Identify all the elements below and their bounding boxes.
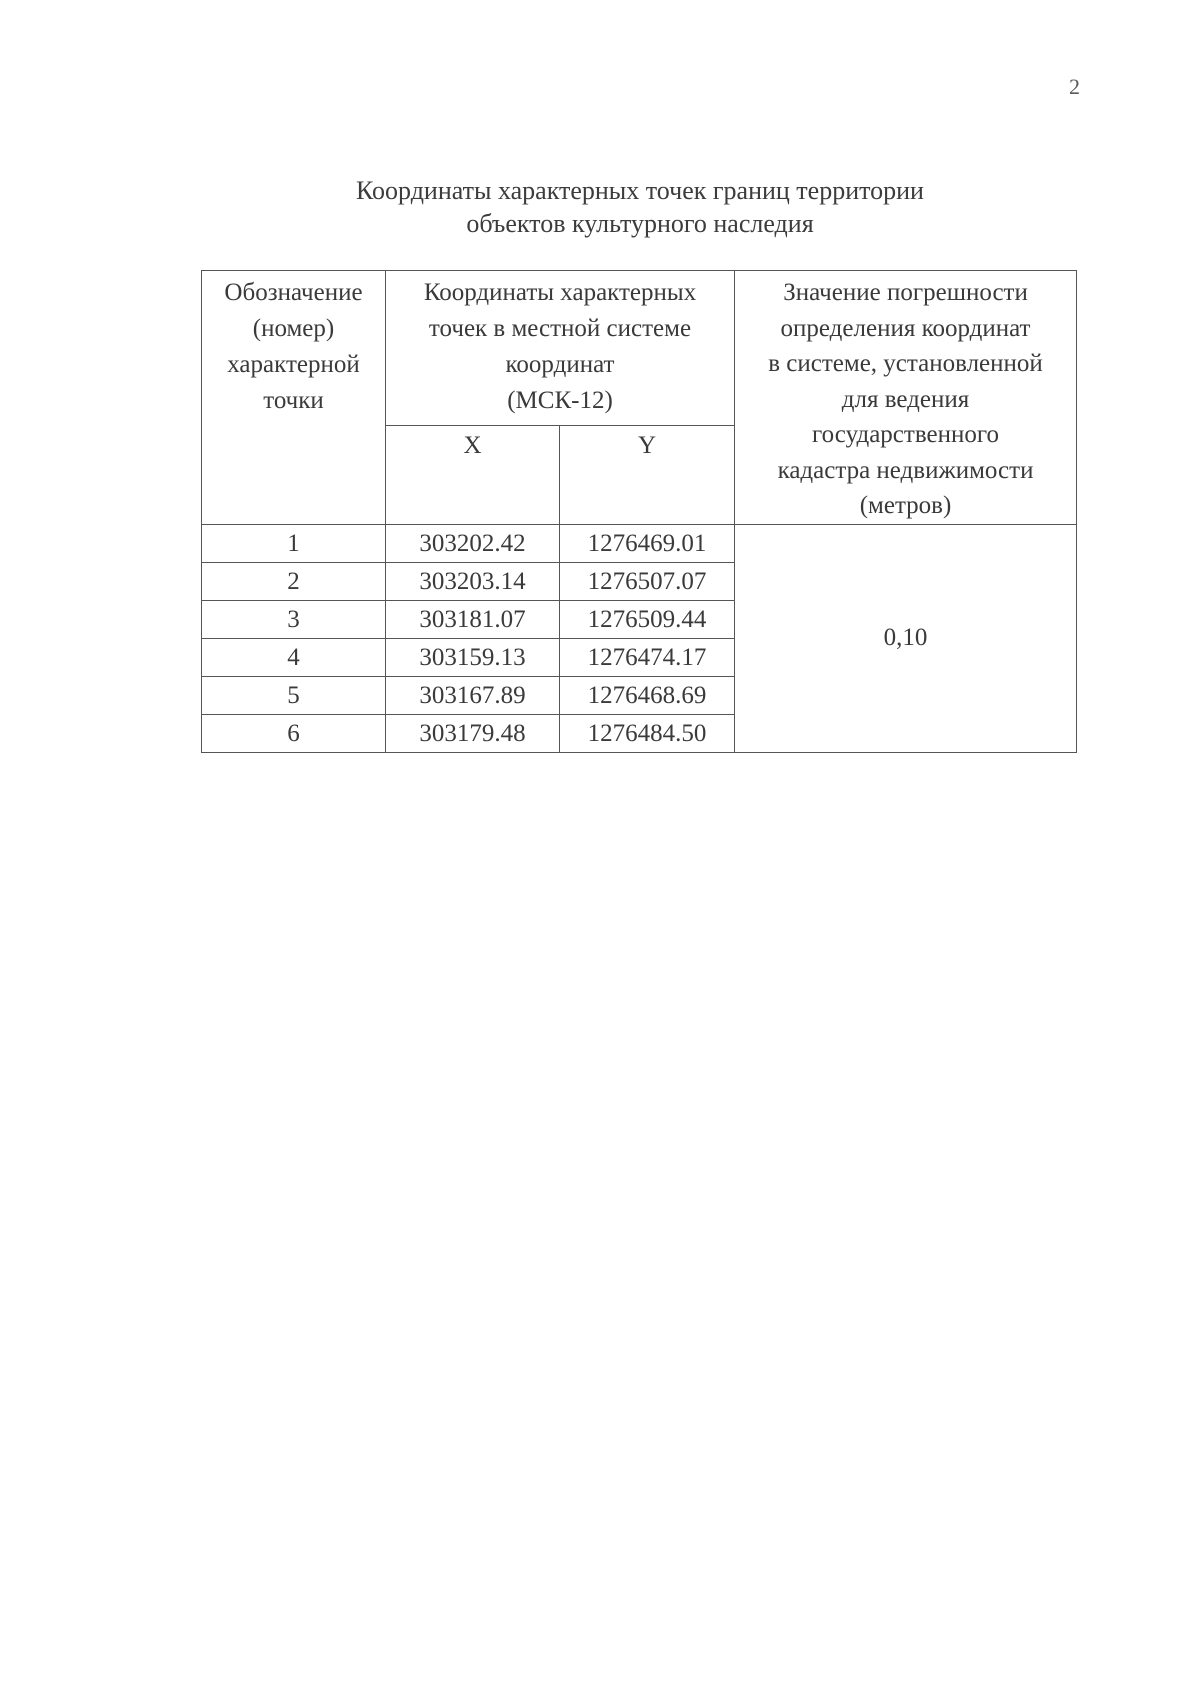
header-point-designation (202, 271, 386, 525)
table-row (202, 524, 1077, 562)
document-title (200, 174, 1080, 240)
page-number: 2 (1069, 74, 1080, 99)
header-error-line: кадастра недвижимости (777, 456, 1034, 484)
cell-y: 1276507.07 (560, 562, 735, 600)
header-error-line: в системе, установленной (768, 350, 1043, 377)
cell-point: 6 (202, 714, 386, 752)
header-error-line: государственного (812, 421, 999, 448)
cell-x: 303159.13 (386, 638, 560, 676)
header-point-line: Обозначение (224, 279, 363, 306)
cell-x: 303167.89 (386, 676, 560, 714)
header-point-line: точки (263, 387, 324, 414)
cell-point: 4 (202, 638, 386, 676)
title-line-1: Координаты характерных точек границ территории (356, 176, 924, 205)
header-coordinates-line: (МСК-12) (507, 387, 613, 414)
header-x: X (386, 425, 560, 524)
header-point-line: (номер) (252, 315, 335, 342)
cell-y: 1276469.01 (560, 524, 735, 562)
header-coordinates-line: точек в местной системе (428, 315, 692, 342)
coordinates-table (201, 270, 1077, 753)
cell-point: 3 (202, 600, 386, 638)
cell-y: 1276484.50 (560, 714, 735, 752)
cell-error-value: 0,10 (735, 524, 1077, 752)
cell-x: 303203.14 (386, 562, 560, 600)
header-coordinates-line: координат (505, 351, 615, 378)
cell-x: 303179.48 (386, 714, 560, 752)
header-error-line: определения координат (780, 314, 1031, 342)
table-header-row (202, 271, 1077, 426)
header-coordinates (386, 271, 735, 426)
header-error-line: для ведения (841, 385, 970, 413)
header-error-line: (метров) (859, 492, 952, 519)
cell-y: 1276509.44 (560, 600, 735, 638)
cell-point: 2 (202, 562, 386, 600)
header-error-value (735, 271, 1077, 525)
cell-point: 1 (202, 524, 386, 562)
title-line-2: объектов культурного наследия (466, 209, 814, 238)
header-coordinates-line: Координаты характерных (423, 279, 697, 306)
header-point-line: характерной (227, 351, 360, 378)
cell-x: 303202.42 (386, 524, 560, 562)
header-error-line: Значение погрешности (783, 279, 1028, 306)
cell-x: 303181.07 (386, 600, 560, 638)
header-y: Y (560, 425, 735, 524)
cell-y: 1276468.69 (560, 676, 735, 714)
cell-y: 1276474.17 (560, 638, 735, 676)
cell-point: 5 (202, 676, 386, 714)
